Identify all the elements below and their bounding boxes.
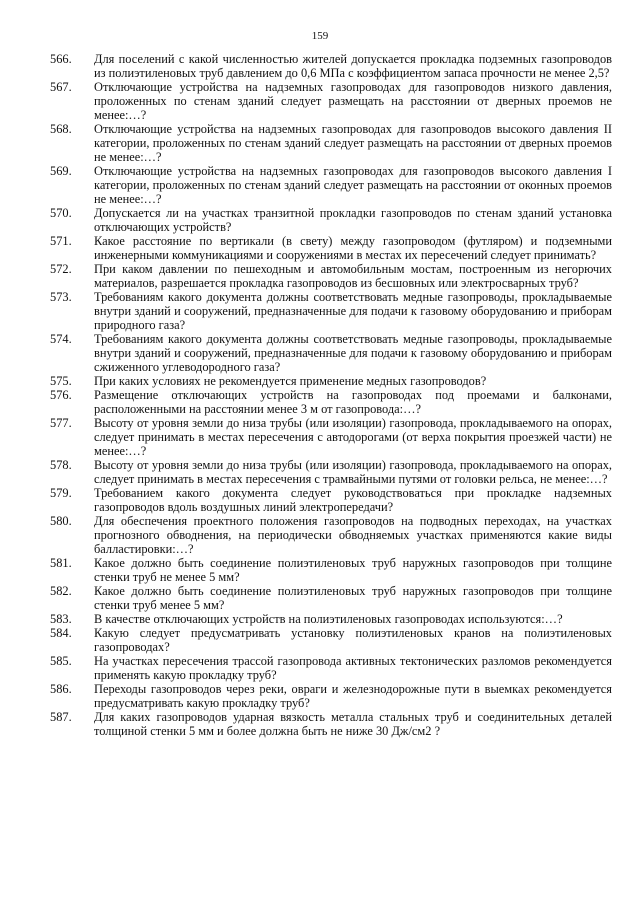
question-number: 569. [50, 164, 72, 178]
question-item [50, 206, 612, 234]
question-number: 574. [50, 332, 72, 346]
question-number: 572. [50, 262, 72, 276]
question-text: Отключающие устройства на надземных газопроводах для газопроводов высокого давления II категории, проложенных по стенам зданий следует размещать на расстоянии от дверных проемов не менее:…? [94, 122, 612, 164]
question-item [50, 416, 612, 458]
question-text: Требованиям какого документа должны соответствовать медные газопроводы, прокладываемые внутри зданий и сооружений, предназначенные для подачи к газовому оборудованию и приборам природного газа? [94, 290, 612, 332]
question-item [50, 612, 612, 626]
question-number: 587. [50, 710, 72, 724]
question-text: Какое расстояние по вертикали (в свету) между газопроводом (футляром) и подземными инженерными коммуникациями и сооружениями в местах их пересечений следует принимать? [94, 234, 612, 262]
question-number: 584. [50, 626, 72, 640]
question-text: Какое должно быть соединение полиэтиленовых труб наружных газопроводов при толщине стенки труб не менее 5 мм? [94, 556, 612, 584]
question-number: 570. [50, 206, 72, 220]
question-item [50, 682, 612, 710]
question-number: 586. [50, 682, 72, 696]
question-item [50, 584, 612, 612]
question-item [50, 388, 612, 416]
question-text: Переходы газопроводов через реки, овраги и железнодорожные пути в выемках рекомендуется предусматривать какую прокладку труб? [94, 682, 612, 710]
question-number: 576. [50, 388, 72, 402]
question-number: 566. [50, 52, 72, 66]
question-text: Для обеспечения проектного положения газопроводов на подводных переходах, на участках прогнозного обводнения, на периодически обводняемых участках применяются какие виды балластировки:…? [94, 514, 612, 556]
page-number: 159 [311, 30, 329, 42]
question-item [50, 52, 612, 80]
question-text: Высоту от уровня земли до низа трубы (или изоляции) газопровода, прокладываемого на опорах, следует принимать в местах пересечения с трамвайными путями от головки рельса, не менее:…? [94, 458, 612, 486]
question-text: Отключающие устройства на надземных газопроводах для газопроводов низкого давления, проложенных по стенам зданий следует размещать на расстоянии от дверных проемов не менее:…? [94, 80, 612, 122]
question-item [50, 80, 612, 122]
question-item [50, 374, 612, 388]
question-number: 582. [50, 584, 72, 598]
question-item [50, 486, 612, 514]
question-number: 577. [50, 416, 72, 430]
question-number: 578. [50, 458, 72, 472]
question-text: Отключающие устройства на надземных газопроводах для газопроводов высокого давления I категории, проложенных по стенам зданий следует размещать на расстоянии от оконных проемов не менее:…? [94, 164, 612, 206]
question-number: 579. [50, 486, 72, 500]
question-number: 581. [50, 556, 72, 570]
question-item [50, 556, 612, 584]
question-text: Размещение отключающих устройств на газопроводах под проемами и балконами, расположенными на расстоянии менее 3 м от газопровода:…? [94, 388, 612, 416]
question-number: 568. [50, 122, 72, 136]
question-text: При каких условиях не рекомендуется применение медных газопроводов? [94, 374, 487, 388]
question-number: 583. [50, 612, 72, 626]
question-item [50, 332, 612, 374]
question-text: Какую следует предусматривать установку полиэтиленовых кранов на полиэтиленовых газопроводах? [94, 626, 612, 654]
question-item [50, 234, 612, 262]
question-text: Допускается ли на участках транзитной прокладки газопроводов по стенам зданий установка отключающих устройств? [94, 206, 612, 234]
question-number: 585. [50, 654, 72, 668]
question-text: Требованиям какого документа должны соответствовать медные газопроводы, прокладываемые внутри зданий и сооружений, предназначенные для подачи к газовому оборудованию и приборам сжиженного углеводородного газа? [94, 332, 612, 374]
question-number: 580. [50, 514, 72, 528]
question-number: 573. [50, 290, 72, 304]
question-item [50, 710, 612, 738]
question-text: При каком давлении по пешеходным и автомобильным мостам, построенным из негорючих материалов, разрешается прокладка газопроводов из бесшовных или электросварных труб? [94, 262, 612, 290]
question-item [50, 290, 612, 332]
question-number: 567. [50, 80, 72, 94]
question-text: Для поселений с какой численностью жителей допускается прокладка подземных газопроводов из полиэтиленовых труб давлением до 0,6 МПа с коэффициентом запаса прочности не менее 2,5? [94, 52, 612, 80]
question-item [50, 122, 612, 164]
question-item [50, 458, 612, 486]
question-text: Высоту от уровня земли до низа трубы (или изоляции) газопровода, прокладываемого на опорах, следует принимать в местах пересечения с автодорогами (от верха покрытия проезжей части) не менее:…? [94, 416, 612, 458]
question-text: Требованием какого документа следует руководствоваться при прокладке надземных газопроводов вдоль воздушных линий электропередачи? [94, 486, 612, 514]
question-number: 575. [50, 374, 72, 388]
question-text: Какое должно быть соединение полиэтиленовых труб наружных газопроводов при толщине стенки труб менее 5 мм? [94, 584, 612, 612]
question-number: 571. [50, 234, 72, 248]
question-item [50, 164, 612, 206]
question-item [50, 514, 612, 556]
question-list [50, 52, 612, 738]
question-item [50, 626, 612, 654]
question-item [50, 654, 612, 682]
question-text: На участках пересечения трассой газопровода активных тектонических разломов рекомендуется применять какую прокладку труб? [94, 654, 612, 682]
question-item [50, 262, 612, 290]
question-text: Для каких газопроводов ударная вязкость металла стальных труб и соединительных деталей толщиной стенки 5 мм и более должна быть не ниже 30 Дж/см2 ? [94, 710, 612, 738]
question-text: В качестве отключающих устройств на полиэтиленовых газопроводах используются:…? [94, 612, 563, 626]
